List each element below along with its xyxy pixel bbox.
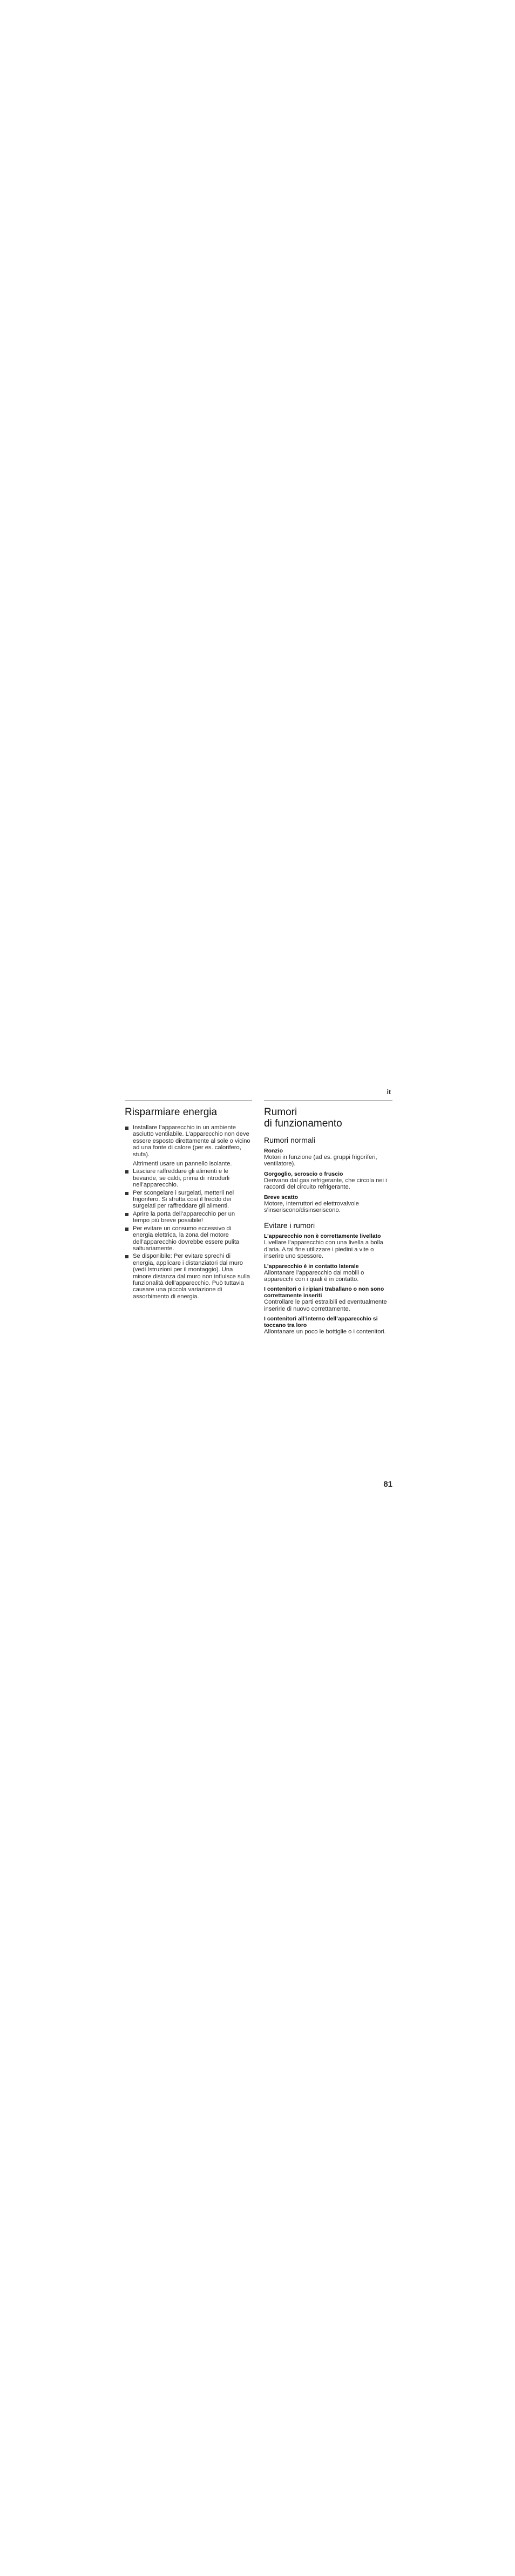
noise-fix-title: L’apparecchio non è correttamente livellato: [264, 1233, 381, 1240]
energy-saving-list: [125, 1124, 252, 1300]
energy-tip-item: [125, 1124, 252, 1167]
energy-tip-item: Lasciare raffreddare gli alimenti e le bevande, se caldi, prima di introdurli nell’apparecchio.: [125, 1168, 252, 1188]
noise-entry-text: Derivano dal gas refrigerante, che circola nei i raccordi del circuito refrigerante.: [264, 1177, 387, 1191]
noise-fix-title: I contenitori all’interno dell’apparecchio si toccano tra loro: [264, 1316, 378, 1329]
operating-noises-section: [264, 1107, 392, 1336]
energy-tip-item: Se disponibile: Per evitare sprechi di energia, applicare i distanziatori dal muro (vedi Istruzioni per il montaggio). Una minore distanza dal muro non influisce sulla funzionalità dell’apparecchio. Può tuttavia causare una piccola variazione di assorbimento di energia.: [125, 1253, 252, 1300]
noise-fix-title: I contenitori o i ripiani traballano o non sono correttamente inseriti: [264, 1286, 384, 1299]
avoid-noises-heading: Evitare i rumori: [264, 1221, 315, 1230]
normal-noises-heading: Rumori normali: [264, 1136, 315, 1144]
operating-noises-title-line1: Rumori: [264, 1107, 297, 1118]
energy-saving-section: [125, 1107, 252, 1300]
noise-fix-text: Allontanare un poco le bottiglie o i contenitori.: [264, 1329, 386, 1336]
energy-saving-title: Risparmiare energia: [125, 1107, 218, 1118]
noise-entry-title: Gorgoglio, scroscio o fruscio: [264, 1170, 343, 1177]
noise-fix-text: Controllare le parti estraibili ed eventualmente inserirle di nuovo correttamente.: [264, 1299, 387, 1312]
noise-entry-text: Motori in funzione (ad es. gruppi frigoriferi, ventilatore).: [264, 1154, 377, 1168]
energy-tip-item: Per scongelare i surgelati, metterli nel frigorifero. Si sfrutta così il freddo dei surgelati per raffreddare gli alimenti.: [125, 1190, 252, 1210]
noise-fix-text: Livellare l’apparecchio con una livella a bolla d’aria. A tal fine utilizzare i piedini a vite o inserire uno spessore.: [264, 1239, 383, 1260]
operating-noises-title-line2: di funzionamento: [264, 1118, 342, 1129]
noise-fix-title: L’apparecchio è in contatto laterale: [264, 1263, 359, 1270]
page-number: 81: [383, 1480, 392, 1489]
language-tag: it: [387, 1088, 391, 1096]
noise-entry-text: Motore, interruttori ed elettrovalvole s’inseriscono/disinseriscono.: [264, 1200, 359, 1214]
energy-tip-text: Installare l’apparecchio in un ambiente asciutto ventilabile. L’apparecchio non deve essere esposto direttamente al sole o vicino ad una fonte di calore (per es. calorifero, stufa).: [133, 1124, 250, 1158]
energy-tip-note: Altrimenti usare un pannello isolante.: [133, 1161, 232, 1168]
noise-entry-title: Ronzio: [264, 1148, 283, 1154]
energy-tip-item: Per evitare un consumo eccessivo di energia elettrica, la zona del motore dell’apparecchio dovrebbe essere pulita saltuariamente.: [125, 1225, 252, 1252]
energy-tip-item: Aprire la porta dell’apparecchio per un tempo più breve possibile!: [125, 1211, 252, 1224]
noise-entry-title: Breve scatto: [264, 1193, 299, 1201]
noise-fix-text: Allontanare l’apparecchio dai mobili o apparecchi con i quali è in contatto.: [264, 1269, 364, 1283]
